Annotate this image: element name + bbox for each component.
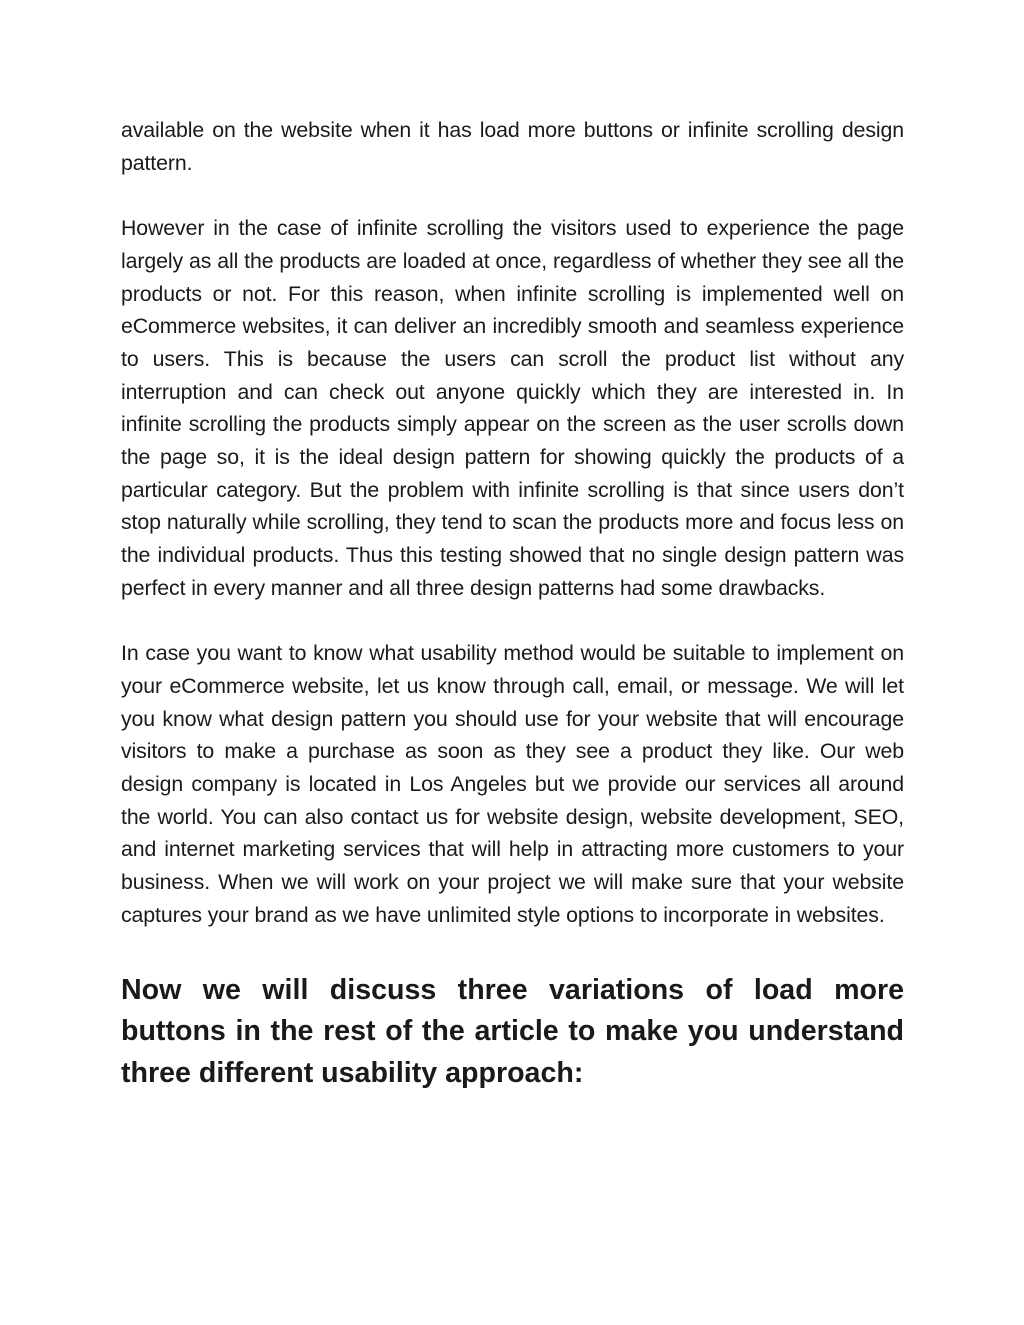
document-page bbox=[121, 114, 904, 1095]
paragraph-intro: available on the website when it has load more buttons or infinite scrolling design pattern. bbox=[121, 118, 904, 175]
paragraph-infinite-scrolling: However in the case of infinite scrolling the visitors used to experience the page largely as all the products are loaded at once, regardless of whether they see all the products or not. For this reason, when infinite scrolling is implemented well on eCommerce websites, it can deliver an incredibly smooth and seamless experience to users. This is because the users can scroll the product list without any interruption and can check out anyone quickly which they are interested in. In infinite scrolling the products simply appear on the screen as the user scrolls down the page so, it is the ideal design pattern for showing quickly the products of a particular category. But the problem with infinite scrolling is that since users don’t stop naturally while scrolling, they tend to scan the products more and focus less on the individual products. Thus this testing showed that no single design pattern was perfect in every manner and all three design patterns had some drawbacks. bbox=[121, 216, 904, 600]
section-heading: Now we will discuss three variations of load more buttons in the rest of the article to make you understand three different usability approach: bbox=[121, 973, 904, 1090]
paragraph-contact: In case you want to know what usability method would be suitable to implement on your eCommerce website, let us know through call, email, or message. We will let you know what design pattern you should use for your website that will encourage visitors to make a purchase as soon as they see a product they like. Our web design company is located in Los Angeles but we provide our services all around the world. You can also contact us for website design, website development, SEO, and internet marketing services that will help in attracting more customers to your business. When we will work on your project we will make sure that your website captures your brand as we have unlimited style options to incorporate in websites. bbox=[121, 641, 904, 927]
